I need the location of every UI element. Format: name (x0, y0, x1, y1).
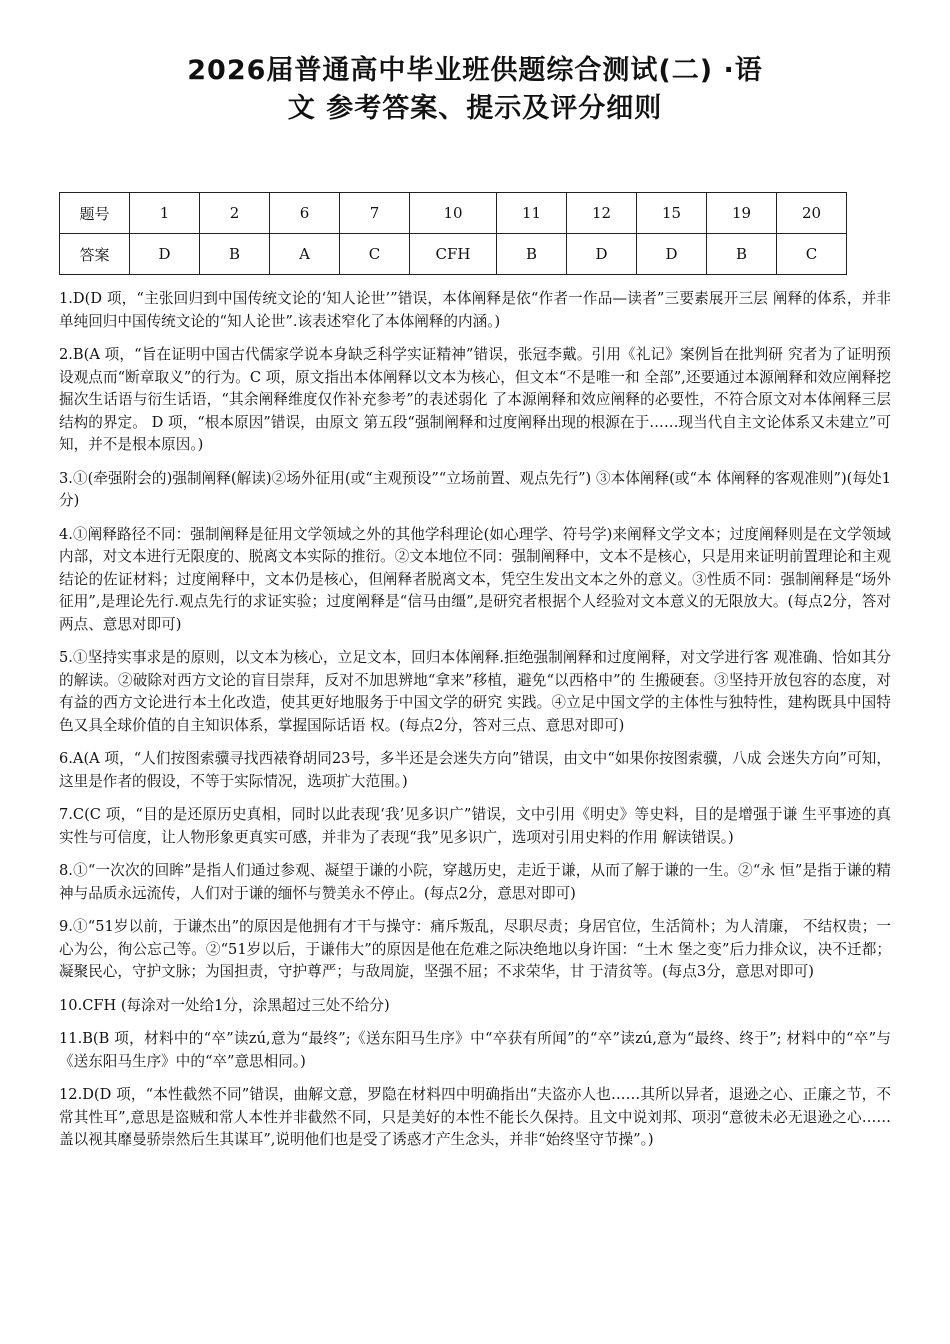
answer-item-7: 7.C(C 项，“目的是还原历史真相，同时以此表现‘我’见多识广”错误，文中引用《明史》等史料，目的是增强于谦 生平事迹的真实性与可信度，让人物形象更真实可感，并非为了表现“我”见多识广，选项对引用史料的作用 解读错误。) (59, 806, 891, 846)
table-cell: 7 (340, 193, 410, 234)
answer-item-10: 10.CFH (每涂对一处给1分，涂黑超过三处不给分) (59, 996, 390, 1014)
answer-explanations (59, 288, 891, 1163)
answer-item-6: 6.A(A 项，“人们按图索骥寻找西裱脊胡同23号，多半还是会迷失方向”错误，由文中“如果你按图索骥，八成 会迷失方向”可知，这里是作者的假设，不等于实际情况，选项扩大范围。) (59, 750, 891, 790)
table-cell: 2 (200, 193, 270, 234)
table-cell: B (707, 234, 777, 275)
table-row-numbers (60, 193, 847, 234)
table-cell: 15 (637, 193, 707, 234)
table-cell: D (567, 234, 637, 275)
answer-item-3: 3.①(牵强附会的)强制阐释(解读)②场外征用(或“主观预设”“立场前置、观点先行”) ③本体阐释(或“本 体阐释的客观准则”)(每处1分) (59, 469, 891, 509)
table-cell: 10 (410, 193, 497, 234)
table-cell: 12 (567, 193, 637, 234)
table-cell: CFH (410, 234, 497, 275)
answer-item-9: 9.①“51岁以前，于谦杰出”的原因是他拥有才干与操守：痛斥叛乱，尽职尽责；身居官位，生活简朴；为人清廉， 不结权贵；一心为公，徇公忘己等。②“51岁以后，于谦伟大”的原因是他在危难之际决绝地以身许国：“土木 堡之变”后力排众议，决不迁都；凝聚民心，守护文脉；为国担责，守护尊严；与敌周旋，坚强不屈；不求荣华，甘 于清贫等。(每点3分，意思对即可) (59, 918, 891, 980)
answer-item-5: 5.①坚持实事求是的原则，以文本为核心，立足文本，回归本体阐释.拒绝强制阐释和过度阐释，对文学进行客 观准确、恰如其分的解读。②破除对西方文论的盲目崇拜，反对不加思辨地“拿来”移植，避免“以西格中”的 生搬硬套。③坚持开放包容的态度，对有益的西方文论进行本土化改造，使其更好地服务于中国文学的研究 实践。④立足中国文学的主体性与独特性，建构既具中国特色又具全球价值的自主知识体系，掌握国际话语 权。(每点2分，答对三点、意思对即可) (59, 649, 891, 734)
table-cell: D (637, 234, 707, 275)
table-cell: 6 (270, 193, 340, 234)
answer-item-8: 8.①“一次次的回眸”是指人们通过参观、凝望于谦的小院，穿越历史，走近于谦，从而了解于谦的一生。②“永 恒”是指于谦的精神与品质永远流传，人们对于谦的缅怀与赞美永不停止。(每点2分，意思对即可) (59, 862, 891, 902)
table-cell: D (130, 234, 200, 275)
table-cell: B (200, 234, 270, 275)
table-cell: C (340, 234, 410, 275)
page-title-line-1: 2026届普通高中毕业班供题综合测试(二) ·语 (187, 55, 763, 86)
row-header-answer: 答案 (60, 234, 130, 275)
answer-item-11: 11.B(B 项，材料中的“卒”读zú,意为“最终”;《送东阳马生序》中“卒获有所闻”的“卒”读zú,意为“最终、终于”; 材料中的“卒”与《送东阳马生序》中的“卒”意思相同。) (59, 1030, 891, 1070)
row-header-number: 题号 (60, 193, 130, 234)
answer-item-12: 12.D(D 项，“本性截然不同”错误，曲解文意，罗隐在材料四中明确指出“夫盗亦人也……其所以异者，退逊之心、正廉之节，不常其性耳”,意思是盗贼和常人本性并非截然不同，只是美好的本性不能长久保持。且文中说刘邦、项羽“意彼未必无退逊之心……盖以视其靡曼骄崇然后生其谋耳”,说明他们也是受了诱惑才产生念头，并非“始终坚守节操”。) (59, 1086, 891, 1148)
table-cell: C (777, 234, 847, 275)
answer-item-1: 1.D(D 项，“主张回归到中国传统文论的‘知人论世’”错误，本体阐释是依“作者一作品—读者”三要素展开三层 阐释的体系，并非单纯回归中国传统文论的“知人论世”.该表述窄化了本体阐释的内涵。) (59, 290, 891, 330)
table-row-answers (60, 234, 847, 275)
table-cell: 19 (707, 193, 777, 234)
answer-item-4: 4.①阐释路径不同：强制阐释是征用文学领域之外的其他学科理论(如心理学、符号学)来阐释文学文本；过度阐释则是在文学领域内部，对文本进行无限度的、脱离文本实际的推衍。②文本地位不同：强制阐释中，文本不是核心，只是用来证明前置理论和主观结论的佐证材料；过度阐释中，文本仍是核心，但阐释者脱离文本，凭空生发出文本之外的意义。③性质不同：强制阐释是“场外征用”,是理论先行.观点先行的求证实验；过度阐释是“信马由缰”,是研究者根据个人经验对文本意义的无限放大。(每点2分，答对两点、意思对即可) (59, 525, 891, 633)
table-cell: 11 (497, 193, 567, 234)
table-cell: A (270, 234, 340, 275)
answer-item-2: 2.B(A 项，“旨在证明中国古代儒家学说本身缺乏科学实证精神”错误，张冠李戴。引用《礼记》案例旨在批判研 究者为了证明预设观点而“断章取义”的行为。C 项，原文指出本体阐释以文本为核心，但文本“不是唯一和 全部”,还要通过本源阐释和效应阐释挖掘次生话语与衍生话语，“其余阐释维度仅作补充参考”的表述弱化 了本源阐释和效应阐释的必要性，不符合原文对本体阐释三层结构的界定。 D 项，“根本原因”错误，由原文 第五段“强制阐释和过度阐释出现的根源在于……现当代自主文论体系又未建立”可知，并不是根本原因。) (59, 346, 891, 453)
table-cell: 20 (777, 193, 847, 234)
table-cell: 1 (130, 193, 200, 234)
page-title-line-2: 文 参考答案、提示及评分细则 (287, 93, 663, 124)
answer-table (59, 192, 847, 275)
table-cell: B (497, 234, 567, 275)
